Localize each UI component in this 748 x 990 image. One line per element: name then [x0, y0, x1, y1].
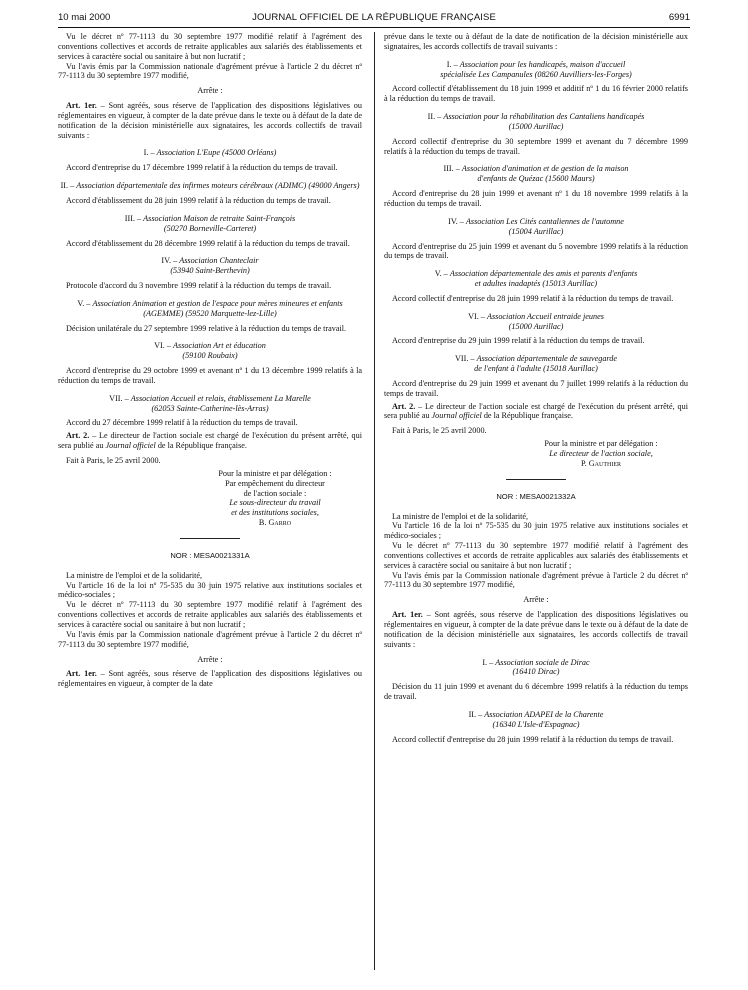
left-section-3-text: Accord d'établissement du 28 décembre 1999 relatif à la réduction du temps de travail. [66, 238, 350, 248]
right-section-5-place: et adultes inadaptés (15013 Aurillac) [474, 279, 598, 289]
left-section-1-name: Association L'Eupe (45000 Orléans) [156, 148, 277, 158]
left-signature-line-3: de l'action sociale : [243, 488, 307, 498]
left-article-1-label: Art. 1er. [66, 101, 97, 111]
left-section-5-num: V. – [77, 298, 93, 308]
right-section-t1-num: I. – [482, 657, 496, 667]
left-visa-law: Vu l'article 16 de la loi nº 75-535 du 30 juin 1975 relative aux institutions sociales et médico-sociales ; [58, 580, 362, 600]
right-section-t2-place: (16340 L'Isle-d'Espagnac) [492, 719, 580, 729]
left-section-1-title [58, 148, 362, 158]
left-article-2 [58, 431, 362, 451]
left-arrete: Arrête : [197, 86, 223, 96]
right-article-2 [384, 402, 688, 422]
right-article-1-label: Art. 1er. [392, 610, 423, 620]
right-fait: Fait à Paris, le 25 avril 2000. [392, 426, 487, 436]
column-divider [374, 32, 375, 970]
right-continuation: prévue dans le texte ou à défaut de la date de notification de la décision ministérielle aux signataires, les accords collectifs de travail suivants : [384, 32, 688, 51]
left-article-2-text-a: – Le directeur de l'action sociale est chargé de l'exécution du présent arrêté, qui sera publié au [58, 431, 362, 451]
left-section-3-num: III. – [124, 213, 144, 223]
left-column [58, 32, 362, 689]
right-section-2-text: Accord collectif d'entreprise du 30 septembre 1999 et avenant du 7 décembre 1999 relatifs à la réduction du temps de travail. [384, 136, 688, 156]
left-section-4-text: Protocole d'accord du 3 novembre 1999 relatif à la réduction du temps de travail. [66, 281, 332, 291]
right-section-3-num: III. – [443, 164, 462, 174]
right-article-1-text: – Sont agréés, sous réserve de l'application des dispositions législatives ou réglementaires en vigueur, à compter de la date prévue dans le texte ou à défaut de la date de notification de la décision ministérielle aux signataires, les accords collectifs de travail suivants : [384, 610, 688, 649]
left-signature-line-5: et des institutions sociales, [231, 508, 319, 518]
header-title: JOURNAL OFFICIEL DE LA RÉPUBLIQUE FRANÇAISE [252, 12, 496, 23]
right-section-3-text: Accord d'entreprise du 28 juin 1999 et avenant nº 1 du 18 novembre 1999 relatifs à la réduction du temps de travail. [384, 189, 688, 208]
right-section-5-name: Association départementale des amis et parents d'enfants [449, 269, 638, 279]
left-section-1-num: I. – [143, 148, 157, 158]
left-section-4-title [58, 256, 362, 276]
right-section-4-place: (15004 Aurillac) [508, 226, 564, 236]
right-visa-decree: Vu le décret nº 77-1113 du 30 septembre 1977 modifié relatif à l'agrément des conventions collectives et accords de retraite applicables aux salariés des établissements et services à caractère social ou sanitaire à but non lucratif ; [384, 541, 688, 570]
left-fait: Fait à Paris, le 25 avril 2000. [66, 456, 161, 465]
right-section-3-place: d'enfants de Quézac (15600 Maurs) [477, 174, 595, 184]
left-section-4-name: Association Chanteclair [179, 256, 259, 266]
right-nor-reference: NOR : MESA0021332A [496, 491, 576, 501]
left-minister: La ministre de l'emploi et de la solidarité, [66, 570, 203, 580]
right-section-2-num: II. – [427, 112, 444, 122]
left-signature-line-2: Par empêchement du directeur [225, 478, 325, 488]
right-section-7-text: Accord d'entreprise du 29 juin 1999 et avenant du 7 juillet 1999 relatifs à la réduction du temps de travail. [384, 378, 688, 398]
right-section-7-name: Association départementale de sauvegarde [476, 354, 618, 364]
right-article-1 [384, 610, 688, 649]
left-visa-decree: Vu le décret nº 77-1113 du 30 septembre 1977 modifié relatif à l'agrément des conventions collectives et accords de retraite applicables aux salariés des établissements et services à caractère social ou sanitaire à but non lucratif ; [58, 32, 362, 61]
right-visa-law: Vu l'article 16 de la loi nº 75-535 du 30 juin 1975 relative aux institutions sociales et médico-sociales ; [384, 521, 688, 541]
left-section-1-text: Accord d'entreprise du 17 décembre 1999 relatif à la réduction du temps de travail. [66, 163, 338, 173]
right-section-5-text: Accord collectif d'entreprise du 28 juin 1999 relatif à la réduction du temps de travail. [392, 293, 674, 303]
left-article-1-text: – Sont agréés, sous réserve de l'application des dispositions législatives ou réglementaires en vigueur, à compter de la date prévue dans le texte ou à défaut de la date de notification de la décision ministérielle aux signataires, les accords collectifs de travail suivants : [58, 101, 362, 140]
right-section-6-place: (15000 Aurillac) [508, 321, 564, 331]
left-article-1-b-label: Art. 1er. [66, 669, 97, 679]
left-section-6-name: Association Art et éducation [173, 341, 266, 351]
right-section-t1-name: Association sociale de Dirac [495, 657, 590, 667]
right-signature-line-1: Pour la ministre et par délégation : [544, 439, 658, 449]
left-article-1-b [58, 669, 362, 689]
left-signature-line-4: Le sous-directeur du travail [229, 498, 321, 508]
right-section-7-place: de l'enfant à l'adulte (15018 Aurillac) [474, 364, 598, 374]
right-article-2-text-b: de la République française. [481, 411, 573, 421]
right-section-3-title [384, 164, 688, 184]
right-section-6-text: Accord d'entreprise du 29 juin 1999 relatif à la réduction du temps de travail. [392, 336, 645, 346]
right-signature-name: P. Gauthier [581, 458, 621, 468]
right-section-t1-place: (16410 Dirac) [512, 667, 560, 677]
right-section-2-title [384, 112, 688, 132]
left-visa-commission-2: Vu l'avis émis par la Commission nationale d'agrément prévue à l'article 2 du décret nº 77-1113 du 30 septembre 1977 modifié, [58, 629, 362, 649]
left-article-2-label: Art. 2. [66, 431, 90, 441]
header-rule [58, 27, 690, 28]
left-signature-name: B. Garro [258, 518, 292, 528]
right-section-4-num: IV. – [448, 216, 466, 226]
right-section-1-text: Accord collectif d'établissement du 18 juin 1999 et additif nº 1 du 16 février 2000 relatifs à la réduction du temps de travail. [384, 84, 688, 104]
right-section-2-place: (15000 Aurillac) [508, 121, 564, 131]
left-visa-commission: Vu l'avis émis par la Commission nationale d'agrément prévue à l'article 2 du décret nº 77-1113 du 30 septembre 1977 modifié, [58, 61, 362, 81]
right-section-6-title [384, 312, 688, 332]
left-section-7-num: VII. – [109, 393, 131, 403]
header-date: 10 mai 2000 [58, 12, 111, 23]
left-article-1-b-text: – Sont agréés, sous réserve de l'application des dispositions législatives ou réglementaires en vigueur, à compter de la date [58, 669, 362, 689]
left-section-3-title [58, 214, 362, 234]
left-section-6-place: (59100 Roubaix) [182, 351, 238, 361]
left-arrete-2: Arrête : [197, 654, 223, 664]
left-section-5-text: Décision unilatérale du 27 septembre 1999 relative à la réduction du temps de travail. [66, 323, 347, 333]
left-section-4-place: (53940 Saint-Berthevin) [170, 266, 250, 276]
right-minister: La ministre de l'emploi et de la solidarité, [392, 511, 529, 521]
right-section-6-name: Association Accueil entraide jeunes [486, 311, 604, 321]
left-section-2-name: Association départementale des infirmes moteurs cérébraux (ADIMC) (49000 Angers) [76, 181, 360, 191]
left-section-6-num: VI. – [154, 341, 173, 351]
right-article-2-text-a: – Le directeur de l'action sociale est chargé de l'exécution du présent arrêté, qui sera publié au [384, 401, 688, 421]
left-article-2-jo: Journal officiel [105, 441, 156, 451]
right-section-2-name: Association pour la réhabilitation des Cantaliens handicapés [443, 112, 645, 122]
left-section-3-place: (50270 Borneville-Carteret) [163, 223, 257, 233]
right-section-t2-text: Accord collectif d'entreprise du 28 juin 1999 relatif à la réduction du temps de travail. [392, 734, 674, 744]
right-arrete: Arrête : [523, 595, 549, 605]
right-section-4-name: Association Les Cités cantaliennes de l'automne [465, 216, 624, 226]
right-column [384, 32, 688, 744]
right-section-t1-title [384, 658, 688, 678]
right-section-t2-num: II. – [468, 709, 485, 719]
page-header [58, 12, 690, 26]
left-nor-reference: NOR : MESA0021331A [170, 550, 250, 560]
left-section-6-text: Accord d'entreprise du 29 octobre 1999 et avenant nº 1 du 13 décembre 1999 relatifs à la réduction du temps de travail. [58, 366, 362, 385]
left-signature [58, 469, 362, 528]
left-section-7-text: Accord du 27 décembre 1999 relatif à la réduction du temps de travail. [66, 418, 298, 428]
right-section-t1-text: Décision du 11 juin 1999 et avenant du 6 décembre 1999 relatifs à la réduction du temps de travail. [384, 682, 688, 702]
right-article-2-jo: Journal officiel [431, 411, 482, 421]
left-article-1 [58, 101, 362, 140]
right-section-1-title [384, 60, 688, 80]
left-section-2-title [58, 181, 362, 191]
left-section-2-text: Accord d'établissement du 28 juin 1999 relatif à la réduction du temps de travail. [66, 195, 331, 205]
right-section-5-num: V. – [434, 269, 450, 279]
left-article-2-text-b: de la République française. [155, 441, 247, 451]
right-section-t2-title [384, 710, 688, 730]
right-section-6-num: VI. – [468, 311, 487, 321]
right-section-3-name: Association d'animation et de gestion de la maison [461, 164, 629, 174]
right-signature-line-2: Le directeur de l'action sociale, [549, 449, 653, 458]
right-signature [384, 439, 688, 469]
right-section-t2-name: Association ADAPEI de la Charente [484, 709, 604, 719]
left-section-4-num: IV. – [161, 256, 180, 266]
left-separator [180, 538, 240, 539]
right-section-1-place: spécialisée Les Campanules (08260 Auvilliers-les-Forges) [440, 69, 632, 79]
left-section-2-num: II. – [60, 181, 77, 191]
left-section-7-name: Association Accueil et relais, établissement La Marelle [130, 393, 311, 403]
right-section-4-title [384, 217, 688, 237]
right-article-2-label: Art. 2. [392, 401, 416, 411]
left-visa-decree-2: Vu le décret nº 77-1113 du 30 septembre 1977 modifié relatif à l'agrément des conventions collectives et accords de retraite applicables aux salariés des établissements et services à caractère social ou sanitaire à but non lucratif ; [58, 600, 362, 629]
right-section-7-num: VII. – [454, 354, 477, 364]
right-visa-commission: Vu l'avis émis par la Commission nationale d'agrément prévue à l'article 2 du décret nº 77-1113 du 30 septembre 1977 modifié, [384, 570, 688, 590]
right-separator [506, 479, 566, 480]
right-section-7-title [384, 354, 688, 374]
left-section-7-title [58, 394, 362, 414]
left-section-6-title [58, 341, 362, 361]
left-section-5-title [58, 299, 362, 319]
header-page-number: 6991 [668, 12, 690, 23]
right-section-1-name: Association pour les handicapés, maison d'accueil [459, 59, 626, 69]
right-section-1-num: I. – [446, 59, 460, 69]
left-signature-line-1: Pour la ministre et par délégation : [218, 468, 332, 478]
left-section-5-name: Association Animation et gestion de l'espace pour mères mineures et enfants (AGEMME) (59520 Marquette-lez-Lille) [92, 298, 343, 318]
left-section-3-name: Association Maison de retraite Saint-François [143, 213, 296, 223]
left-section-7-place: (62053 Sainte-Catherine-lès-Arras) [151, 403, 269, 413]
right-section-4-text: Accord d'entreprise du 25 juin 1999 et avenant du 5 novembre 1999 relatifs à la réduction du temps de travail. [384, 241, 688, 261]
right-section-5-title [384, 269, 688, 289]
